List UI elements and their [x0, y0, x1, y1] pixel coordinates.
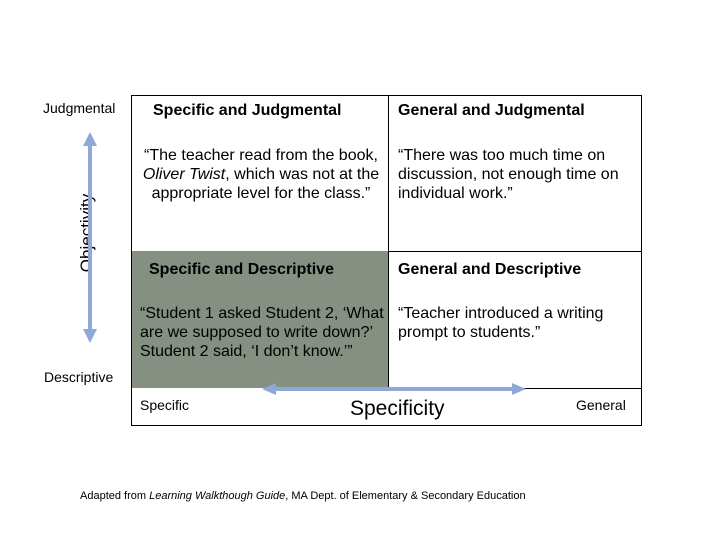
source-footnote	[80, 490, 526, 502]
book-title: Oliver Twist	[142, 166, 226, 183]
example-text-start: “The teacher read from the book,	[144, 147, 378, 164]
quadrant-general-judgmental-example: “There was too much time on discussion, not enough time on individual work.”	[398, 147, 619, 202]
example-text-end: , which was not at the appropriate level for the class.”	[151, 166, 380, 202]
axis-label-judgmental: Judgmental	[43, 100, 116, 116]
axis-title-objectivity: Objectivity	[77, 193, 96, 273]
footnote-suffix: , MA Dept. of Elementary & Secondary Education	[285, 490, 526, 502]
axis-title-specificity: Specificity	[350, 397, 445, 420]
axis-label-descriptive: Descriptive	[44, 369, 114, 385]
vertical-double-arrow	[83, 132, 97, 343]
quadrant-general-judgmental-heading: General and Judgmental	[398, 102, 585, 119]
axis-label-specific: Specific	[140, 397, 190, 413]
quadrant-general-descriptive-example: “Teacher introduced a writing prompt to students.”	[398, 305, 604, 341]
quadrant-specific-descriptive-example: “Student 1 asked Student 2, ‘What are we supposed to write down?’ Student 2 said, ‘I don’t know.’”	[140, 305, 384, 360]
horizontal-double-arrow	[262, 383, 526, 395]
quadrant-specific-judgmental-heading: Specific and Judgmental	[153, 102, 342, 119]
footnote-prefix: Adapted from	[80, 490, 150, 502]
footnote-source-title: Learning Walkthough Guide	[149, 490, 286, 502]
quadrant-specific-descriptive-heading: Specific and Descriptive	[149, 261, 334, 278]
quadrant-general-descriptive-heading: General and Descriptive	[398, 261, 582, 278]
axis-label-general: General	[576, 397, 626, 413]
